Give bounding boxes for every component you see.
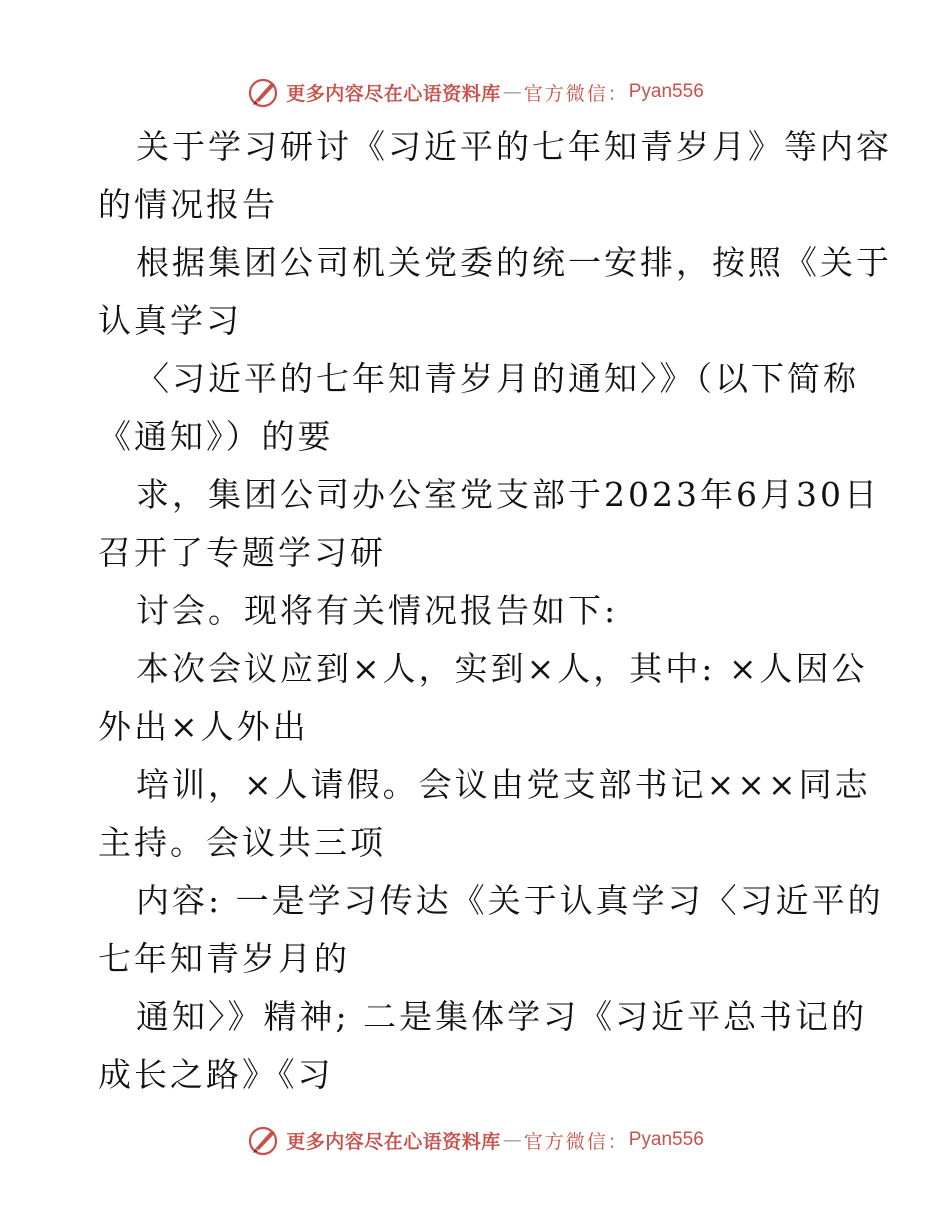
text-line: 认真学习 (98, 301, 242, 340)
watermark-dash: — (502, 81, 522, 103)
text-line: 讨会。现将有关情况报告如下: (136, 591, 619, 630)
text-line: 《通知》）的要 (98, 417, 334, 456)
text-line: 本次会议应到×人，实到×人，其中: ×人因公 (136, 649, 868, 688)
text-line: 七年知青岁月的 (98, 939, 350, 978)
quill-logo-icon (246, 1123, 280, 1157)
watermark-wechat-id: Pyan556 (628, 1129, 704, 1150)
header-watermark (0, 72, 950, 112)
document-body (98, 118, 892, 1104)
text-line: 的情况报告 (98, 185, 278, 224)
watermark-main-text: 更多内容尽在心语资料库 (286, 1130, 501, 1153)
text-line: 培训，×人请假。会议由党支部书记×××同志 (136, 765, 871, 804)
watermark-wechat-id: Pyan556 (628, 81, 704, 102)
watermark-dash: — (502, 1129, 522, 1151)
footer-watermark (0, 1120, 950, 1160)
text-line: 根据集团公司机关党委的统一安排，按照《关于 (136, 243, 892, 282)
quill-logo-icon (246, 75, 280, 109)
text-line: 求，集团公司办公室党支部于2023年6月30日 (136, 475, 880, 514)
text-line: 关于学习研讨《习近平的七年知青岁月》等内容 (136, 127, 892, 166)
text-line: 成长之路》《习 (98, 1055, 334, 1094)
text-line: 内容: 一是学习传达《关于认真学习〈习近平的 (136, 881, 884, 920)
text-line: 外出×人外出 (98, 707, 309, 746)
text-line: 通知〉》精神; 二是集体学习《习近平总书记的 (136, 997, 868, 1036)
watermark-sub-text: 官方微信： (523, 82, 629, 105)
text-line: 召开了专题学习研 (98, 533, 386, 572)
text-line: 〈习近平的七年知青岁月的通知〉》（以下简称 (136, 359, 859, 398)
text-line: 主持。会议共三项 (98, 823, 386, 862)
watermark-main-text: 更多内容尽在心语资料库 (286, 82, 501, 105)
watermark-sub-text: 官方微信： (523, 1130, 629, 1153)
